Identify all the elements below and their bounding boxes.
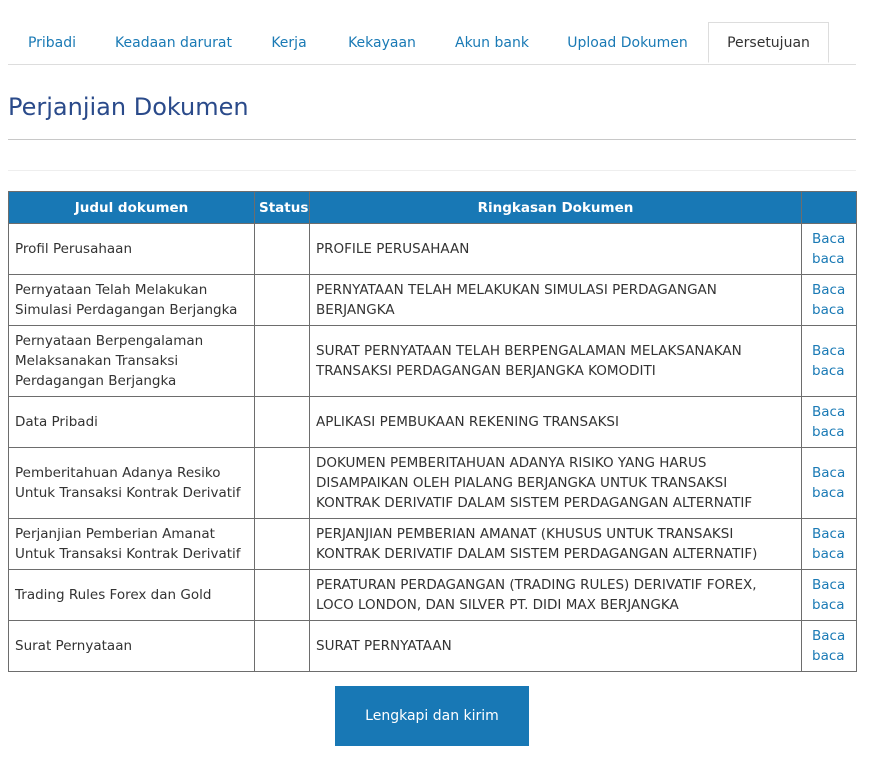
read-cell [802,621,857,672]
table-row [9,326,857,397]
tab-kekayaan[interactable]: Kekayaan [348,35,416,51]
tab-upload-dokumen[interactable]: Upload Dokumen [567,35,688,51]
doc-title: Surat Pernyataan [9,621,255,672]
tab-akun-bank[interactable]: Akun bank [455,35,529,51]
read-link[interactable]: Baca [812,404,846,420]
table-row [9,224,857,275]
read-link[interactable]: Baca [812,628,846,644]
doc-summary: PERNYATAAN TELAH MELAKUKAN SIMULASI PERDAGANGAN BERJANGKA [310,275,802,326]
read-cell [802,519,857,570]
table-row [9,570,857,621]
doc-status [255,570,310,621]
read-link[interactable]: baca [812,597,845,613]
tab-pribadi[interactable]: Pribadi [27,35,77,51]
read-link[interactable]: baca [812,302,845,318]
doc-summary: PERJANJIAN PEMBERIAN AMANAT (KHUSUS UNTUK TRANSAKSI KONTRAK DERIVATIF DALAM SISTEM PERDAGANGAN ALTERNATIF) [310,519,802,570]
doc-summary: DOKUMEN PEMBERITAHUAN ADANYA RISIKO YANG HARUS DISAMPAIKAN OLEH PIALANG BERJANGKA UNTUK TRANSAKSI KONTRAK DERIVATIF DALAM SISTEM PERDAGANGAN ALTERNATIF [310,448,802,519]
doc-status [255,224,310,275]
doc-summary: SURAT PERNYATAAN [310,621,802,672]
doc-status [255,326,310,397]
read-link[interactable]: Baca [812,526,846,542]
tab-keadaan-darurat[interactable]: Keadaan darurat [115,35,232,51]
section-divider [8,170,856,171]
read-link[interactable]: Baca [812,231,846,247]
doc-title: Data Pribadi [9,397,255,448]
documents-table [8,191,857,672]
doc-title: Trading Rules Forex dan Gold [9,570,255,621]
doc-status [255,275,310,326]
tab-persetujuan[interactable]: Persetujuan [708,22,829,63]
doc-status [255,519,310,570]
title-divider [8,139,856,140]
doc-title: Pernyataan Berpengalaman Melaksanakan Transaksi Perdagangan Berjangka [9,326,255,397]
doc-title: Pemberitahuan Adanya Resiko Untuk Transaksi Kontrak Derivatif [9,448,255,519]
col-header-title: Judul dokumen [9,192,255,224]
doc-title: Profil Perusahaan [9,224,255,275]
read-link[interactable]: baca [812,251,845,267]
tab-kerja[interactable]: Kerja [271,35,307,51]
read-cell [802,570,857,621]
doc-status [255,621,310,672]
doc-status [255,448,310,519]
col-header-action [802,192,857,224]
read-link[interactable]: baca [812,424,845,440]
doc-title: Pernyataan Telah Melakukan Simulasi Perdagangan Berjangka [9,275,255,326]
table-row [9,448,857,519]
page-title: Perjanjian Dokumen [8,93,249,121]
read-link[interactable]: baca [812,363,845,379]
col-header-summary: Ringkasan Dokumen [310,192,802,224]
table-row [9,397,857,448]
doc-summary: APLIKASI PEMBUKAAN REKENING TRANSAKSI [310,397,802,448]
read-link[interactable]: baca [812,648,845,664]
doc-summary: SURAT PERNYATAAN TELAH BERPENGALAMAN MELAKSANAKAN TRANSAKSI PERDAGANGAN BERJANGKA KOMODITI [310,326,802,397]
submit-button[interactable]: Lengkapi dan kirim [335,686,529,746]
table-row [9,621,857,672]
table-header-row [9,192,857,224]
table-row [9,519,857,570]
read-cell [802,397,857,448]
doc-summary: PERATURAN PERDAGANGAN (TRADING RULES) DERIVATIF FOREX, LOCO LONDON, DAN SILVER PT. DIDI MAX BERJANGKA [310,570,802,621]
col-header-status: Status [255,192,310,224]
read-link[interactable]: baca [812,485,845,501]
read-link[interactable]: Baca [812,577,846,593]
doc-title: Perjanjian Pemberian Amanat Untuk Transaksi Kontrak Derivatif [9,519,255,570]
doc-summary: PROFILE PERUSAHAAN [310,224,802,275]
read-cell [802,448,857,519]
read-link[interactable]: Baca [812,343,846,359]
read-link[interactable]: baca [812,546,845,562]
read-link[interactable]: Baca [812,465,846,481]
read-cell [802,275,857,326]
read-cell [802,224,857,275]
read-cell [802,326,857,397]
table-row [9,275,857,326]
read-link[interactable]: Baca [812,282,846,298]
tab-bar [8,22,856,65]
doc-status [255,397,310,448]
